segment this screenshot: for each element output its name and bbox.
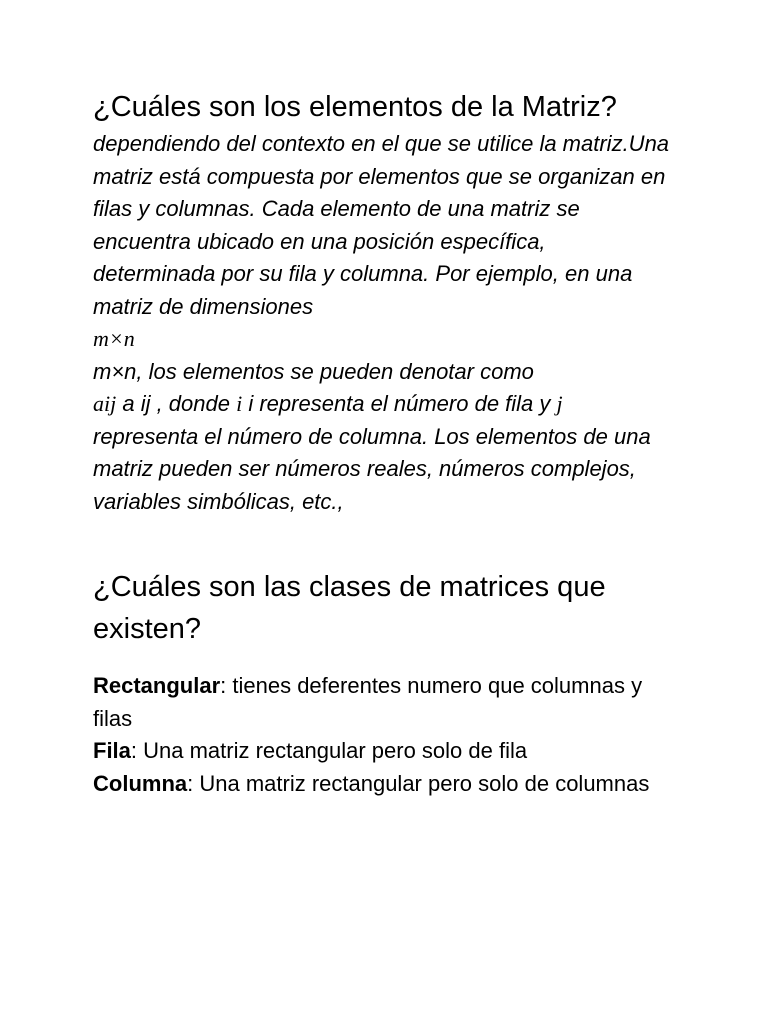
term-columna: Columna: [93, 770, 188, 796]
list-item: [93, 670, 673, 735]
math-m-times-n: m×n: [93, 326, 135, 351]
document-page: [93, 86, 673, 800]
desc-fila: : Una matriz rectangular pero solo de fila: [130, 738, 528, 763]
list-item: [93, 768, 673, 801]
term-rectangular: Rectangular: [93, 673, 221, 698]
math-j: j: [556, 391, 563, 416]
elementos-text-aij: a ij , donde: [116, 391, 237, 416]
elementos-text-denote: m×n, los elementos se pueden denotar como: [93, 358, 534, 384]
term-fila: Fila: [93, 738, 131, 763]
math-aij: aij: [93, 391, 117, 416]
section-heading-clases: ¿Cuáles son las clases de matrices que existen?: [93, 571, 606, 645]
list-item: [93, 735, 673, 768]
desc-columna: : Una matriz rectangular pero solo de columnas: [187, 770, 650, 796]
math-i: i: [236, 391, 243, 416]
section-heading-elementos: ¿Cuáles son los elementos de la Matriz?: [93, 91, 617, 123]
elementos-paragraph: [93, 128, 673, 518]
clases-list: [93, 670, 673, 800]
elementos-text-fila: i representa el número de fila y: [242, 391, 557, 416]
desc-rectangular: : tienes deferentes numero que columnas y filas: [93, 673, 643, 731]
elementos-text-columna: representa el número de columna. Los elementos de una matriz pueden ser números reales, números complejos, variables simbólicas, etc.,: [93, 423, 651, 514]
elementos-text-intro: dependiendo del contexto en el que se utilice la matriz.Una matriz está compuesta por elementos que se organizan en filas y columnas. Cada elemento de una matriz se encuentra ubicado en una posición específica, determinada por su fila y columna. Por ejemplo, en una matriz de dimensiones: [93, 131, 670, 319]
